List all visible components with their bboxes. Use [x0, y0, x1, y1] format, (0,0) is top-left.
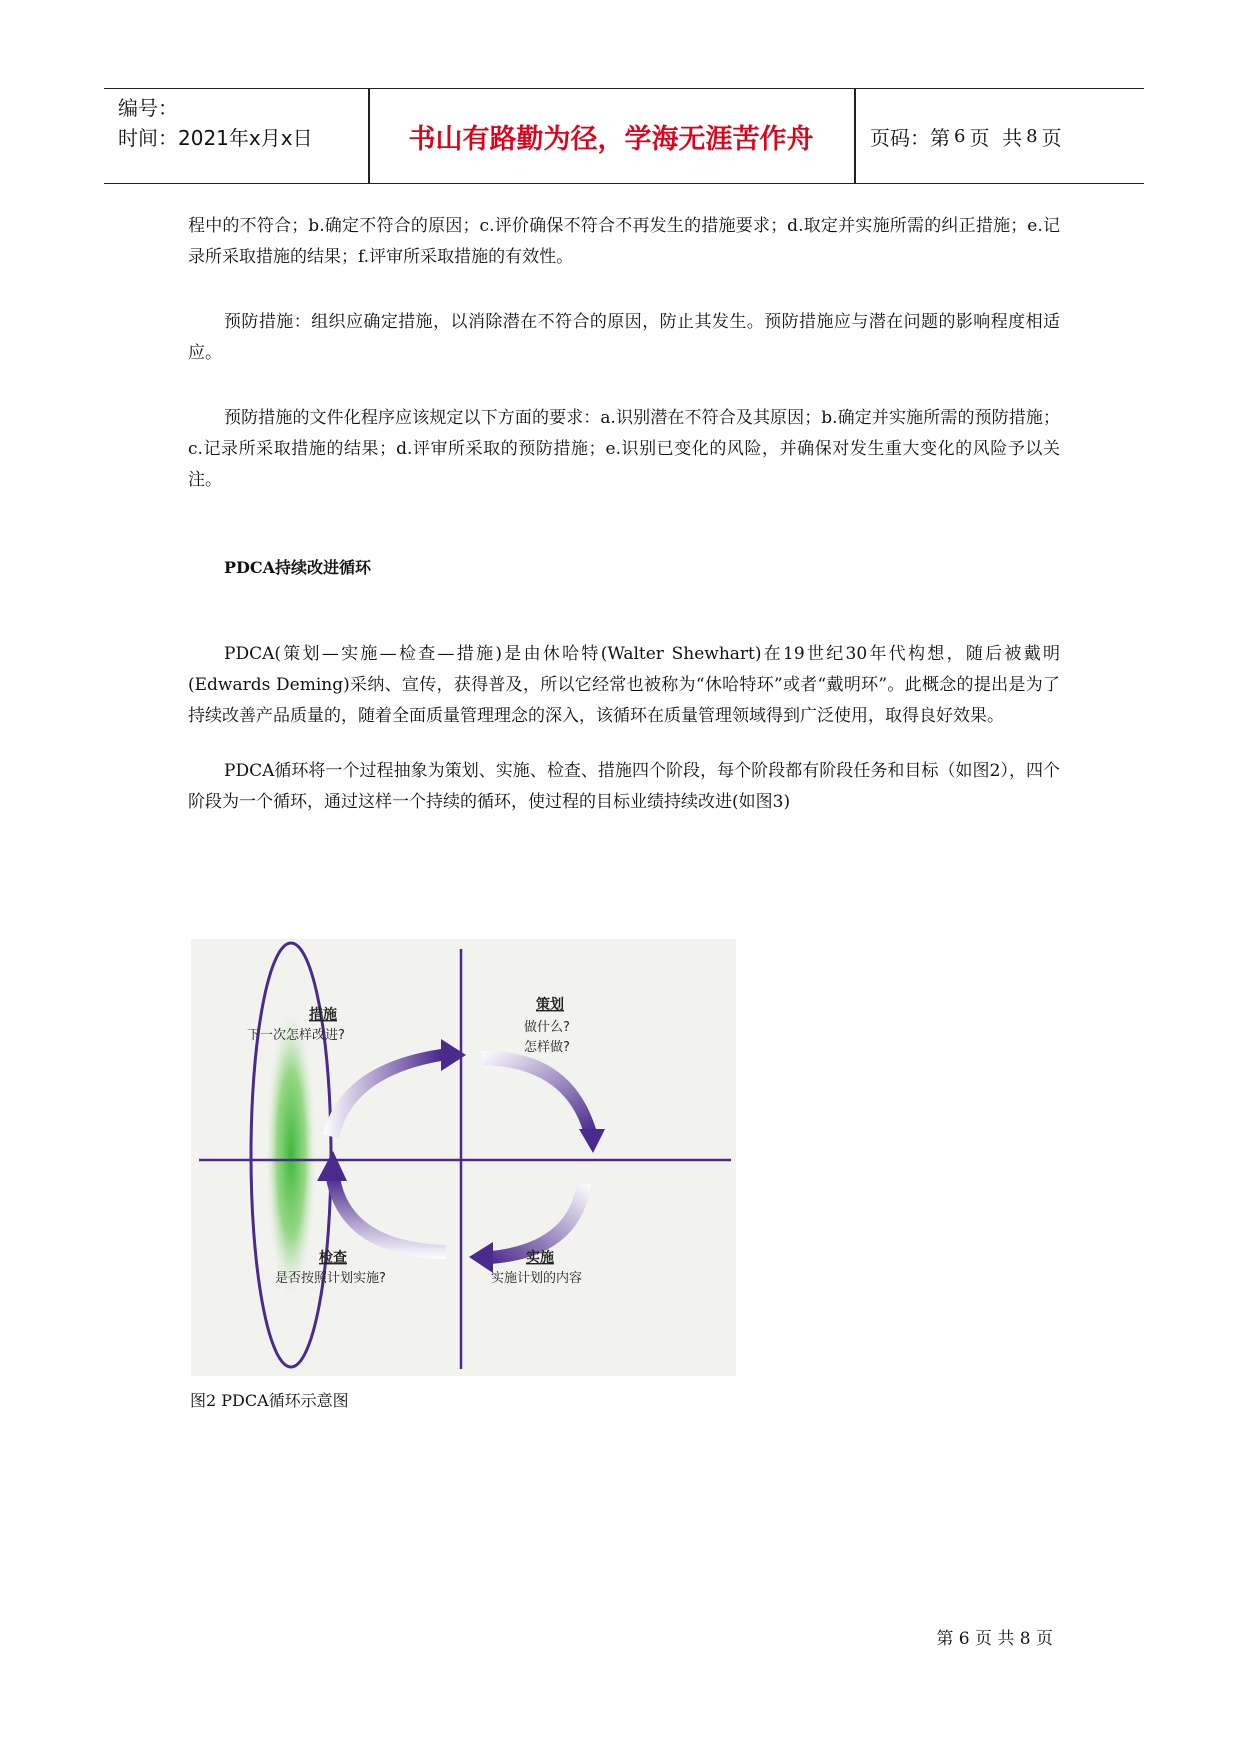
figure-caption: 图2 PDCA循环示意图	[190, 1391, 349, 1410]
arrow-head-bottom	[469, 1242, 493, 1273]
pdca-cycle-diagram	[191, 939, 736, 1376]
header-divider	[854, 89, 856, 183]
paragraph-corrective-continued: 程中的不符合；b.确定不符合的原因；c.评价确保不符合不再发生的措施要求；d.取定并实施所需的纠正措施；e.记录所采取措施的结果；f.评审所采取措施的有效性。	[188, 216, 1060, 267]
paragraph-preventive-procedure: 预防措施的文件化程序应该规定以下方面的要求：a.识别潜在不符合及其原因；b.确定并实施所需的预防措施；c.记录所采取措施的结果；d.评审所采取的预防措施；e.识别已变化的风险，并确保对发生重大变化的风险予以关注。	[188, 408, 1060, 490]
arrow-head-right	[579, 1129, 605, 1153]
header-motto: 书山有路勤为径，学海无涯苦作舟	[408, 123, 814, 155]
act-question: 下一次怎样改进?	[247, 1028, 345, 1043]
header-meta	[118, 93, 368, 153]
section-heading: PDCA持续改进循环	[224, 558, 372, 577]
green-glow-shape	[265, 1004, 317, 1304]
page-footer: 第 6 页 共 8 页	[936, 1629, 1053, 1649]
page-end: 页	[1041, 125, 1062, 150]
document-number-label: 编号：	[118, 96, 178, 120]
document-body	[188, 211, 1060, 818]
do-question: 实施计划的内容	[491, 1271, 583, 1286]
arc-check-to-act	[326, 1177, 446, 1259]
page-mid: 页 共	[969, 125, 1023, 150]
check-question: 是否按照计划实施?	[275, 1271, 386, 1286]
page-current: 6	[954, 125, 966, 147]
arrow-head-left	[317, 1151, 347, 1181]
document-time: 时间：2021年x月x日	[118, 126, 313, 150]
paragraph-pdca-stages: PDCA循环将一个过程抽象为策划、实施、检查、措施四个阶段，每个阶段都有阶段任务和目标（如图2），四个阶段为一个循环，通过这样一个持续的循环，使过程的目标业绩持续改进(如图3)	[188, 761, 1060, 812]
paragraph-pdca-history: PDCA(策划—实施—检查—措施)是由休哈特(Walter Shewhart)在19世纪30年代构想，随后被戴明(Edwards Deming)采纳、宣传，获得普及，所以它经常也被称为“休哈特环”或者“戴明环”。此概念的提出是为了持续改善产品质量的，随着全面质量管理理念的深入，该循环在质量管理领域得到广泛使用，取得良好效果。	[188, 644, 1060, 726]
plan-question-1: 做什么?	[524, 1020, 570, 1035]
arc-act-to-plan	[323, 1049, 441, 1139]
page-header	[104, 88, 1144, 184]
page-total: 8	[1026, 125, 1038, 147]
pdca-figure	[191, 939, 736, 1376]
check-title: 检查	[319, 1250, 347, 1266]
do-title: 实施	[526, 1250, 554, 1266]
page-label: 页码：第	[870, 125, 950, 150]
paragraph-preventive-action: 预防措施：组织应确定措施，以消除潜在不符合的原因，防止其发生。预防措施应与潜在问题的影响程度相适应。	[188, 312, 1060, 363]
plan-question-2: 怎样做?	[524, 1040, 570, 1055]
header-page-number	[870, 89, 1062, 183]
arc-plan-to-do	[481, 1051, 596, 1131]
plan-title: 策划	[536, 997, 564, 1013]
act-title: 措施	[309, 1007, 337, 1023]
